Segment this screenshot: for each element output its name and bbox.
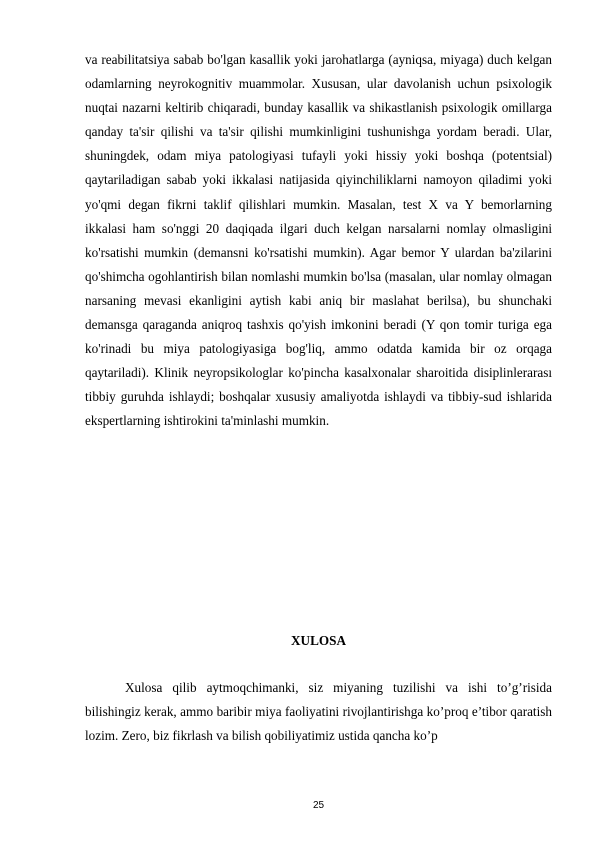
section-heading-xulosa: XULOSA: [291, 633, 346, 648]
body-paragraph-2: Xulosa qilib aytmoqchimanki, siz miyaning tuzilishi va ishi to’g’risida bilishingiz kerak, ammo baribir miya faoliyatini rivojlantirishga ko’proq e’tibor qaratish lozim. Zero, biz fikrlash va bilish qobiliyatimiz ustida qancha ko’p: [85, 680, 552, 744]
page-number: 25: [312, 800, 325, 811]
body-paragraph-1: va reabilitatsiya sabab bo'lgan kasallik yoki jarohatlarga (ayniqsa, miyaga) duch kelgan odamlarning neyrokognitiv muammolar. Xususan, ular davolanish uchun psixologik nuqtai nazarni keltirib chiqaradi, bunday kasallik va shikastlanish psixologik omillarga qanday ta'sir qilishi va ta'sir qilishi mumkinligini tushunishga yordam beradi. Ular, shuningdek, odam miya patologiyasi tufayli yoki hissiy yoki boshqa (potentsial) qaytariladigan sabab yoki ikkalasi natijasida qiyinchiliklarni namoyon qiladimi yoki yo'qmi degan fikrni taklif qilishlari mumkin. Masalan, test X va Y bemorlarning ikkalasi ham so'nggi 20 daqiqada ilgari duch kelgan narsalarni nomlay olmasligini ko'rsatishi mumkin (demansni ko'rsatishi mumkin). Agar bemor Y ulardan ba'zilarini qo'shimcha ogohlantirish bilan nomlashi mumkin bo'lsa (masalan, ular nomlay olmagan narsaning mevasi ekanligini aytish kabi aniq bir maslahat berilsa), bu shunchaki demansga qaraganda aniqroq tashxis qo'yish imkonini beradi (Y qon tomir turiga ega ko'rinadi bu miya patologiyasiga bog'liq, ammo odatda kamida bir oz orqaga qaytariladi). Klinik neyropsikologlar ko'pincha kasalxonalar sharoitida disiplinlerarası tibbiy guruhda ishlaydi; boshqalar xususiy amaliyotda ishlaydi va tibbiy-sud ishlarida ekspertlarning ishtirokini ta'minlashi mumkin.: [85, 52, 552, 429]
